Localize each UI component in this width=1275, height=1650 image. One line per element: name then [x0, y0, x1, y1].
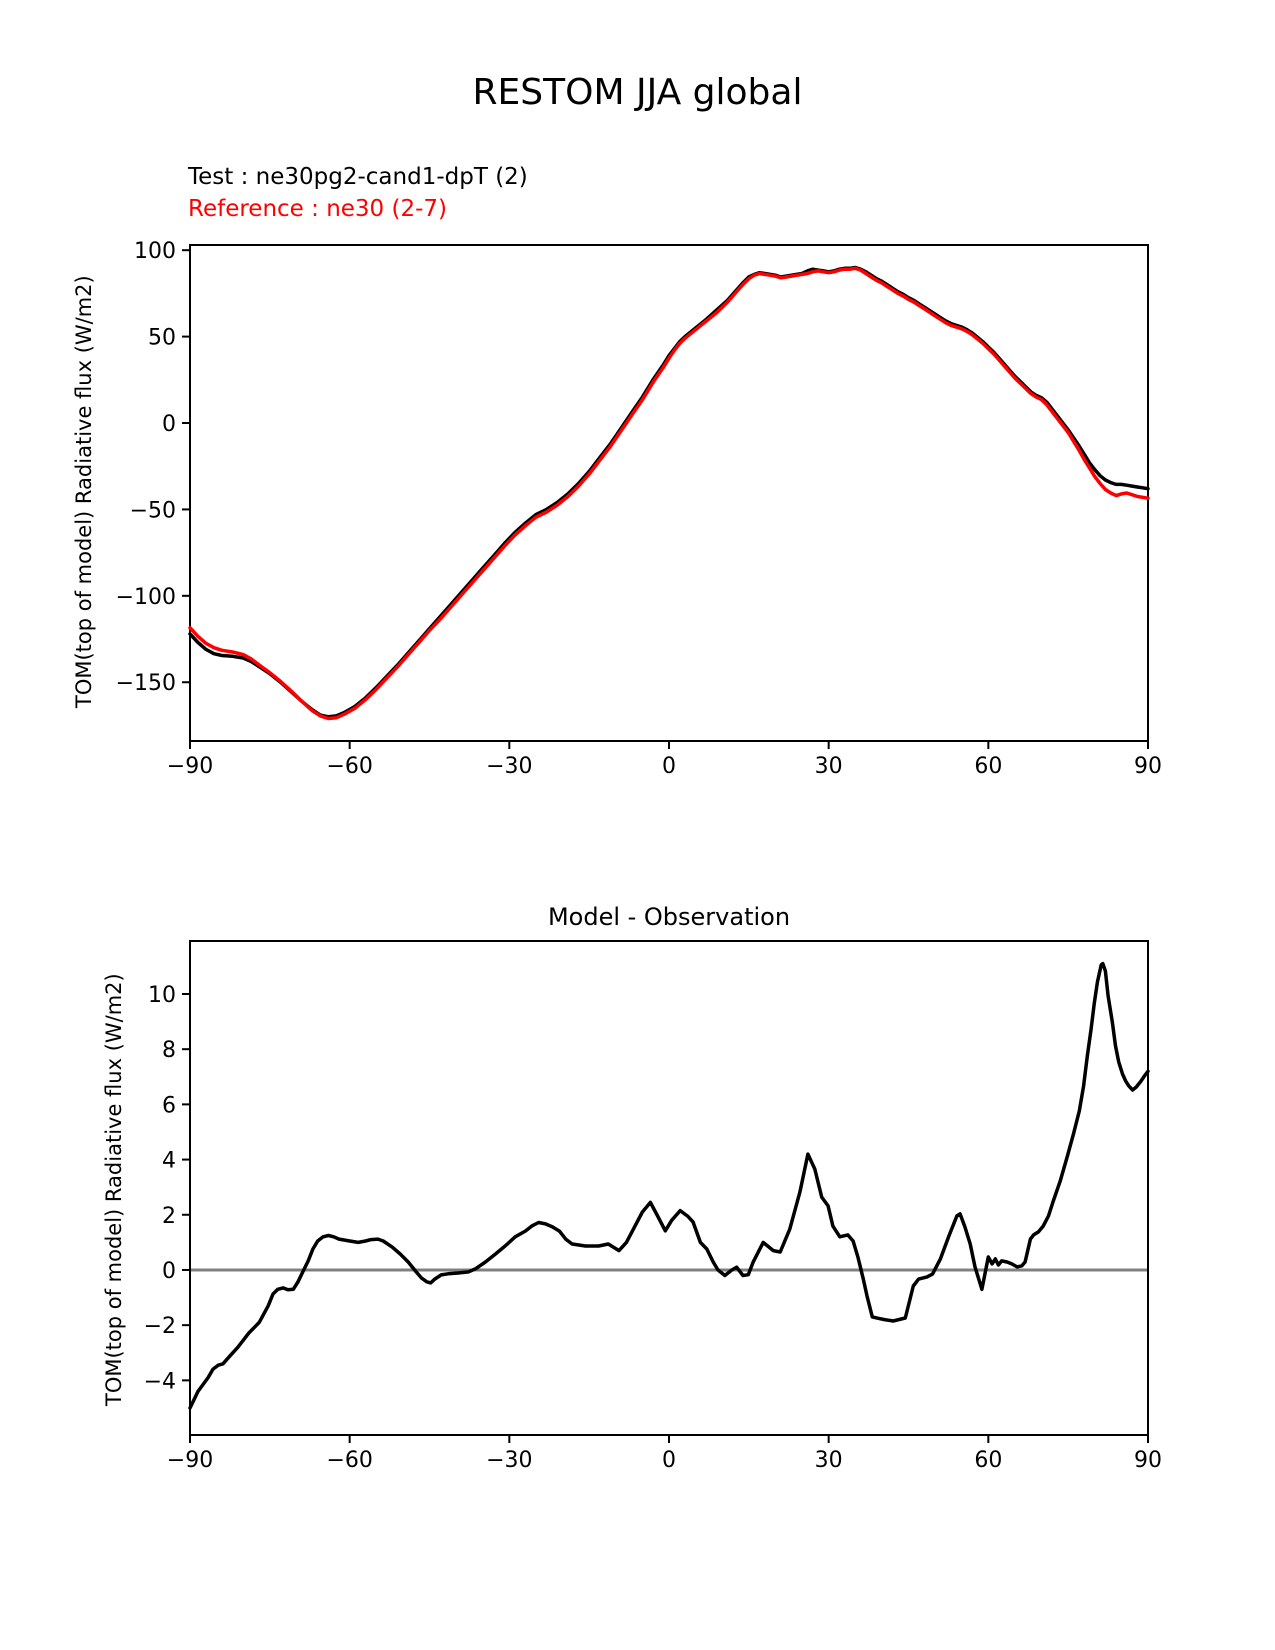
x-tick-label: −60	[326, 1448, 373, 1473]
x-tick-label: 0	[662, 1448, 676, 1473]
x-tick-label: 30	[814, 754, 843, 779]
x-tick-label: −30	[486, 1448, 533, 1473]
y-tick-label: 100	[134, 239, 176, 265]
data-line-reference	[190, 268, 1148, 718]
y-tick-label: 8	[162, 1038, 176, 1064]
y-tick-label: −100	[115, 584, 176, 610]
y-tick-label: −2	[143, 1314, 176, 1340]
x-tick-label: 90	[1134, 1448, 1162, 1473]
y-tick-label: 6	[162, 1093, 176, 1119]
y-tick-label: 50	[148, 325, 176, 351]
y-tick-label: −4	[143, 1369, 176, 1395]
x-tick-label: 90	[1134, 754, 1162, 779]
x-tick-label: −60	[326, 754, 373, 779]
x-tick-label: 60	[974, 1448, 1003, 1473]
x-tick-label: −30	[486, 754, 533, 779]
legend-test-label: Test : ne30pg2-cand1-dpT (2)	[188, 164, 528, 190]
plot-border-chart1	[190, 245, 1148, 741]
y-tick-label: 0	[162, 1258, 176, 1284]
y-tick-label: 4	[162, 1148, 176, 1174]
x-tick-label: −90	[166, 754, 214, 779]
figure-title: RESTOM JJA global	[472, 72, 803, 113]
x-tick-label: 30	[814, 1448, 843, 1473]
y-tick-label: 2	[162, 1203, 176, 1229]
legend-reference-label: Reference : ne30 (2-7)	[188, 196, 448, 222]
data-line-test	[190, 268, 1148, 717]
y-tick-label: 10	[148, 982, 176, 1008]
plot-border-chart2	[190, 941, 1148, 1435]
y-tick-label: −50	[129, 498, 176, 524]
y-tick-label: −150	[115, 671, 176, 697]
data-line-model-minus-observation	[190, 964, 1148, 1408]
x-tick-label: −90	[166, 1448, 214, 1473]
y-tick-label: 0	[162, 412, 176, 438]
subplot2-title: Model - Observation	[547, 903, 791, 931]
top-chart-y-axis-label: TOM(top of model) Radiative flux (W/m2)	[72, 275, 96, 708]
x-tick-label: 0	[662, 754, 676, 779]
bottom-chart-y-axis-label: TOM(top of model) Radiative flux (W/m2)	[102, 973, 126, 1406]
x-tick-label: 60	[974, 754, 1003, 779]
